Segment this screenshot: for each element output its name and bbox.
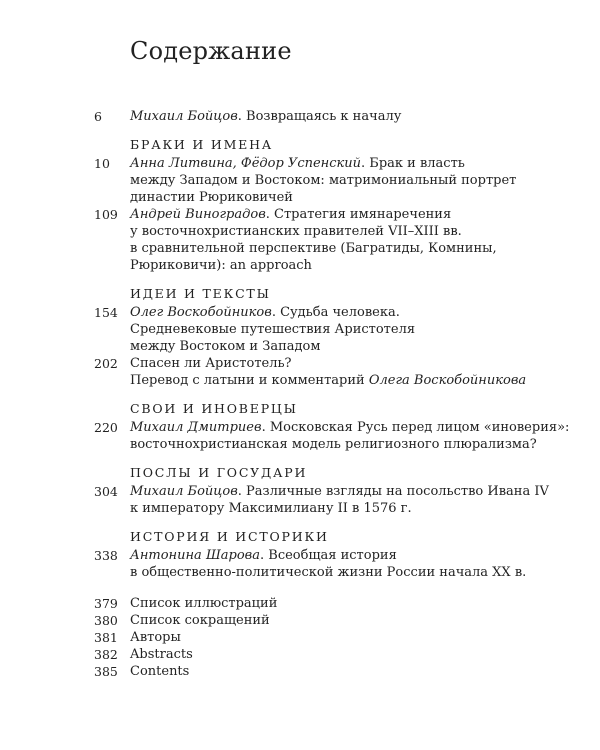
entry-line [130,500,570,517]
author-separator: . [361,156,370,171]
entry-title-line: между Востоком и Западом [130,339,321,354]
author-separator: . [265,207,275,222]
entry-text [130,355,570,389]
translator-name: Олега Воскобойникова [368,373,527,388]
entry-line [130,564,570,581]
entry-text [130,419,570,453]
entry-line [130,355,570,372]
appendix-entry [0,646,600,663]
entry-text [130,547,570,581]
entry-text [130,155,570,206]
page-number: 6 [94,109,102,124]
page-number: 381 [94,630,118,645]
entry-line [130,483,570,500]
section-heading: ПОСЛЫ И ГОСУДАРИ [130,465,308,480]
entry-line [130,189,570,206]
entry-line [130,172,570,189]
appendix-label: Список сокращений [130,613,270,628]
appendix-entry [0,595,600,612]
toc-entry [0,547,600,581]
toc-entry [0,355,600,389]
page-number: 304 [94,484,118,499]
entry-title-line: в общественно-политической жизни России начала XX в. [130,565,527,580]
toc-sections [0,137,600,581]
section-heading: БРАКИ И ИМЕНА [130,137,274,152]
page-number: 154 [94,305,118,320]
entry-author: Михаил Бойцов [130,109,238,124]
appendix-list [0,595,600,680]
author-separator: . [261,420,270,435]
entry-line [130,223,570,240]
entry-title-line: Рюриковичи): an approach [130,258,312,273]
entry-title-line: Спасен ли Аристотель? [130,356,292,371]
appendix-label: Авторы [130,630,181,645]
entry-author: Михаил Бойцов [130,484,238,499]
toc-entry [0,206,600,274]
entry-author: Антонина Шарова [130,548,260,563]
entry-line [130,436,570,453]
page-number: 109 [94,207,118,222]
page-number: 379 [94,596,118,611]
entry-title: Возвращаясь к началу [246,109,402,124]
entry-line [130,257,570,274]
entry-title-line: у восточнохристианских правителей VII–XIII вв. [130,224,462,239]
entry-title-line: Брак и власть [369,156,465,171]
toc-entry [0,483,600,517]
entry-text [130,483,570,517]
entry-author: Анна Литвина, Фёдор Успенский [130,156,362,171]
toc-entry [0,304,600,355]
entry-author: Олег Воскобойников [130,305,272,320]
entry-line [130,321,570,338]
entry-title-line: Всеобщая история [268,548,397,563]
entry-title-line: Московская Русь перед лицом «иноверия»: [269,420,570,435]
entry-text [130,108,570,125]
entry-line [130,419,570,436]
section-heading: ИДЕИ И ТЕКСТЫ [130,286,271,301]
toc-entry [0,419,600,453]
entry-line [130,155,570,172]
entry-title-line: династии Рюриковичей [130,190,293,205]
author-separator: . [237,109,247,124]
appendix-label: Abstracts [130,647,193,662]
appendix-entry [0,612,600,629]
entry-text [130,304,570,355]
entry-title-line: между Западом и Востоком: матримониальный портрет [130,173,517,188]
page-number: 10 [94,156,110,171]
section-heading: СВОИ И ИНОВЕРЦЫ [130,401,298,416]
page-number: 220 [94,420,118,435]
entry-line [130,304,570,321]
toc [0,108,600,680]
entry-author: Андрей Виноградов [130,207,266,222]
entry-title-line: восточнохристианская модель религиозного плюрализма? [130,437,537,452]
entry-title-line: к императору Максимилиану II в 1576 г. [130,501,412,516]
appendix-label: Список иллюстраций [130,596,278,611]
appendix-entry [0,629,600,646]
entry-line [130,372,570,389]
toc-entry [0,155,600,206]
page-number: 338 [94,548,118,563]
entry-author: Михаил Дмитриев [130,420,262,435]
appendix-label: Contents [130,664,190,679]
entry-title-line: Различные взгляды на посольство Ивана IV [246,484,549,499]
page-number: 382 [94,647,118,662]
entry-title-line: Средневековые путешествия Аристотеля [130,322,416,337]
page-number: 202 [94,356,118,371]
entry-line [130,240,570,257]
entry-line [130,206,570,223]
entry-title-line: Стратегия имянаречения [274,207,452,222]
toc-entry [0,108,600,125]
section-heading: ИСТОРИЯ И ИСТОРИКИ [130,529,329,544]
appendix-entry [0,663,600,680]
spacer [0,581,600,595]
author-separator: . [271,305,281,320]
entry-title-line: Судьба человека. [280,305,400,320]
page-title: Содержание [130,37,292,65]
entry-title-line: Перевод с латыни и комментарий [130,373,365,388]
author-separator: . [237,484,247,499]
author-separator: . [260,548,269,563]
entry-title-line: в сравнительной перспективе (Багратиды, Комнины, [130,241,497,256]
entry-line [130,338,570,355]
entry-text [130,206,570,274]
page-number: 385 [94,664,118,679]
entry-line [130,547,570,564]
page-number: 380 [94,613,118,628]
